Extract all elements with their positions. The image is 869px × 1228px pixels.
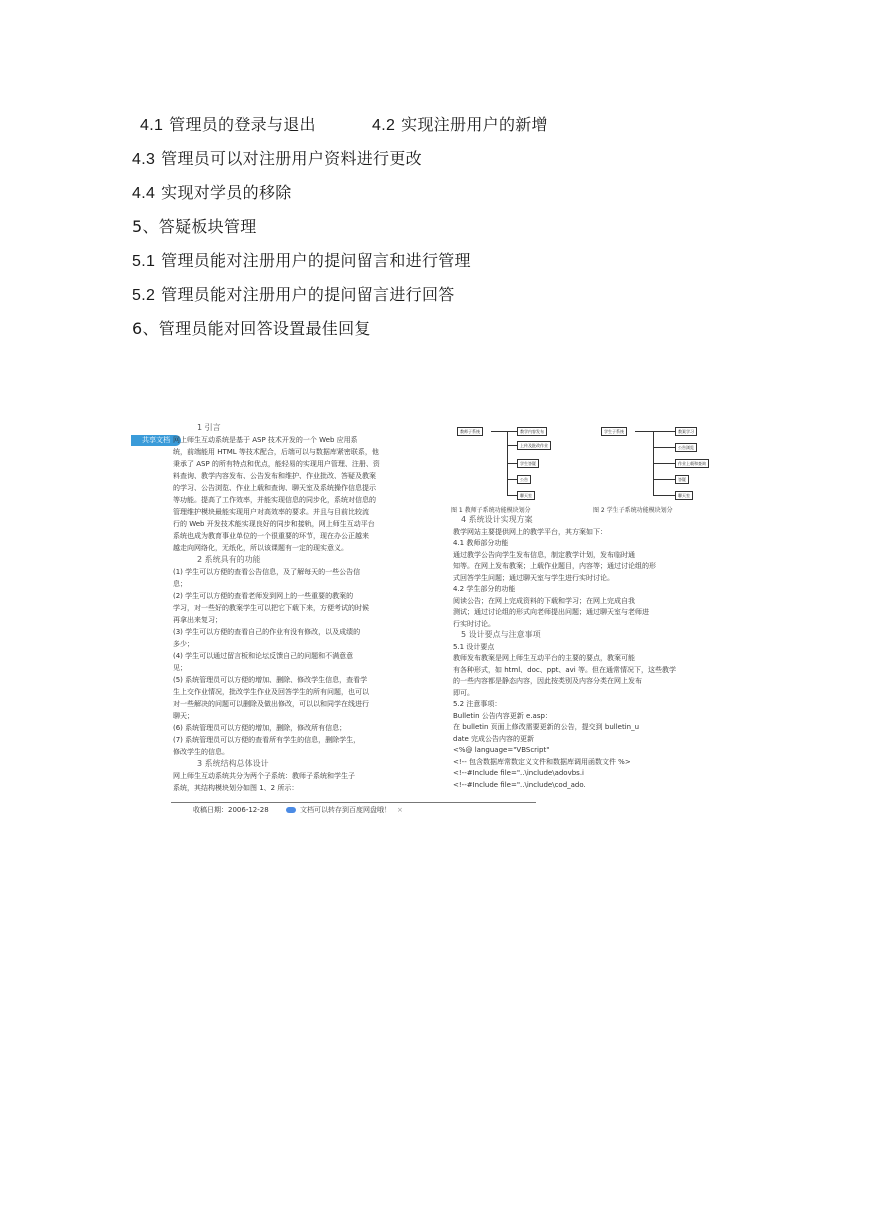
outline-number: 6、 (132, 319, 159, 338)
diagram-child-box: 聊天室 (675, 491, 693, 500)
section-heading: 3 系统结构总体设计 (197, 759, 269, 768)
diagram-child-box: 教案学习 (675, 427, 697, 436)
body-line: date 完成公告内容的更新 (453, 734, 535, 743)
diagram-child-box: 作业上载和查询 (675, 459, 709, 468)
body-line: 统，前端能用 HTML 等技术配合，后端可以与数据库紧密联系，他 (173, 448, 379, 456)
body-line: 系统也成为教育事业单位的一个很重要的环节，现在办公正越来 (173, 532, 369, 540)
body-line: 有各种形式，如 html、doc、ppt、avi 等。但在通常情况下，这些教学 (453, 665, 676, 674)
body-line: (7) 系统管理员可以方便的查看所有学生的信息，删除学生， (173, 736, 361, 744)
outline-item (132, 316, 371, 339)
diagram-root-box: 教师子系统 (457, 427, 483, 436)
outline-item (132, 214, 257, 237)
embedded-document-image (131, 417, 731, 815)
outline-number: 4.2 (372, 117, 396, 134)
body-line: <%@ language="VBScript" (453, 746, 550, 754)
diagram-caption: 图 1 教师子系统功能模块划分 (451, 507, 531, 514)
outline-item (132, 248, 471, 271)
body-line: 管理维护模块最能实现用户对高效率的要求。并且与目前比较流 (173, 508, 369, 516)
body-line: 越走向网络化，无纸化，所以该课题有一定的现实意义。 (173, 544, 348, 552)
footnote-divider (171, 802, 536, 803)
save-to-netdisk-toast[interactable] (286, 805, 403, 815)
outline-number: 5、 (132, 217, 159, 236)
body-line: 修改学生的信息。 (173, 748, 229, 756)
body-line: 行实时讨论。 (453, 619, 495, 628)
outline-text: 管理员能对回答设置最佳回复 (158, 319, 371, 338)
outline-item (132, 282, 455, 305)
body-line: 4.2 学生部分的功能 (453, 585, 516, 593)
share-doc-badge[interactable]: 共享文档 (131, 435, 181, 446)
body-line: (2) 学生可以方便的查看老师发到网上的一些重要的教案的 (173, 592, 354, 600)
outline-item (132, 180, 292, 203)
body-line: <!--#Include file="..\include\cod_ado. (453, 780, 586, 789)
diagram-child-box: 聊天室 (517, 491, 535, 500)
received-date: 收稿日期：2006-12-28 (193, 806, 269, 814)
outline-number: 4.3 (132, 151, 156, 168)
body-line: 4.1 教师部分功能 (453, 539, 509, 547)
outline-text: 管理员能对注册用户的提问留言进行回答 (161, 285, 455, 304)
outline-number: 5.1 (132, 253, 156, 270)
toast-text: 文档可以转存到百度网盘哦！ (300, 806, 391, 814)
diagram-child-box: 公告浏览 (675, 443, 697, 452)
body-line: 聊天； (173, 712, 194, 720)
body-line: 5.2 注意事项： (453, 700, 502, 708)
body-line: 多少； (173, 640, 194, 648)
body-line: Bulletin 公告内容更新 e.asp： (453, 711, 552, 720)
body-line: 网上师生互动系统共分为两个子系统：教师子系统和学生子 (173, 772, 355, 780)
body-line: 5.1 设计要点 (453, 642, 495, 651)
body-line: 息； (173, 580, 187, 588)
body-line: 网上师生互动系统是基于 ASP 技术开发的一个 Web 应用系 (173, 436, 358, 444)
diagram-root-box: 学生子系统 (601, 427, 627, 436)
outline-number: 4.1 (140, 117, 164, 134)
section-heading: 4 系统设计实现方案 (461, 515, 533, 524)
outline-item (372, 112, 548, 135)
diagram-child-box: 公告 (517, 475, 531, 484)
outline-text: 管理员能对注册用户的提问留言和进行管理 (161, 251, 471, 270)
section-heading: 5 设计要点与注意事项 (461, 630, 541, 639)
body-line: 在 bulletin 页面上修改需要更新的公告，提交到 bulletin_u (453, 723, 640, 731)
cloud-icon (286, 807, 296, 813)
body-line: 教学网站主要提供网上的教学平台，其方案如下： (453, 527, 607, 536)
outline-text: 管理员可以对注册用户资料进行更改 (161, 149, 422, 168)
outline-text: 实现对学员的移除 (161, 183, 292, 202)
diagram-child-box: 上传及批改作业 (517, 441, 551, 450)
outline-item (132, 146, 422, 169)
body-line: 教师发布教案是网上师生互动平台的主要的要点，教案可能 (453, 654, 635, 662)
body-line: 阅读公告；在网上完成资料的下载和学习；在网上完成自我 (453, 596, 635, 605)
body-line: (1) 学生可以方便的查看公告信息，及了解每天的一些公告信 (173, 568, 361, 576)
body-line: 秉承了 ASP 的所有特点和优点，能轻易的实现用户管理、注册、资 (173, 460, 380, 468)
outline-number: 4.4 (132, 185, 156, 202)
body-line: 即可。 (453, 688, 474, 697)
body-line: 知等。在网上发布教案；上载作业题目，内容等；通过讨论组的形 (453, 562, 656, 570)
outline-item (140, 112, 316, 135)
body-line: 生上交作业情况，批改学生作业及回答学生的所有问题，也可以 (173, 688, 369, 696)
body-line: 等功能。提高了工作效率，并能实现信息的同步化，系统对信息的 (173, 496, 376, 504)
body-line: 的一些内容都是静态内容，因此按类别及内容分类在网上发布 (453, 677, 642, 685)
body-line: 的学习、公告浏览、作业上载和查询、聊天室及系统操作信息提示 (173, 484, 376, 492)
diagram-child-box: 答疑 (675, 475, 689, 484)
body-line: 学习，对一些好的教案学生可以把它下载下来，方便考试的时候 (173, 604, 369, 612)
body-line: <!-- 包含数据库常数定义文件和数据库调用函数文件 %> (453, 757, 631, 766)
diagram-child-box: 教学内容发布 (517, 427, 547, 436)
body-line: 测试；通过讨论组的形式向老师提出问题；通过聊天室与老师进 (453, 608, 649, 616)
outline-number: 5.2 (132, 287, 156, 304)
section-heading: 1 引言 (197, 423, 221, 432)
body-line: 料查询、教学内容发布、公告发布和维护、作业批改、答疑及教案 (173, 472, 376, 480)
body-line: 再拿出来复习； (173, 616, 222, 624)
body-line: <!--#Include file="..\include\adovbs.i (453, 769, 584, 777)
section-heading: 2 系统具有的功能 (197, 555, 261, 564)
outline-text: 答疑板块管理 (158, 217, 257, 236)
body-line: 见； (173, 664, 187, 672)
outline-text: 实现注册用户的新增 (401, 115, 548, 134)
body-line: 式回答学生问题；通过聊天室与学生进行实时讨论。 (453, 573, 614, 582)
body-line: (3) 学生可以方便的查看自己的作业有没有修改，以及成绩的 (173, 628, 361, 636)
body-line: (6) 系统管理员可以方便的增加，删除，修改所有信息； (173, 724, 347, 732)
body-line: (5) 系统管理员可以方便的增加、删除、修改学生信息，查看学 (173, 676, 368, 684)
outline-text: 管理员的登录与退出 (169, 115, 316, 134)
close-icon[interactable]: × (397, 806, 403, 814)
body-line: 通过教学公告向学生发布信息，制定教学计划，发布临时通 (453, 550, 635, 559)
body-line: 行的 Web 开发技术能实现良好的同步和接轨，网上师生互动平台 (173, 520, 375, 528)
body-line: 对一些解决的问题可以删除及做出修改，可以以和同学在线进行 (173, 700, 369, 708)
diagram-caption: 图 2 学生子系统功能模块划分 (593, 507, 673, 514)
body-line: 系统，其结构模块划分如图 1、2 所示： (173, 784, 299, 792)
body-line: (4) 学生可以通过留言板和论坛反馈自己的问题和不满意意 (173, 652, 354, 660)
diagram-child-box: 学生答疑 (517, 459, 539, 468)
